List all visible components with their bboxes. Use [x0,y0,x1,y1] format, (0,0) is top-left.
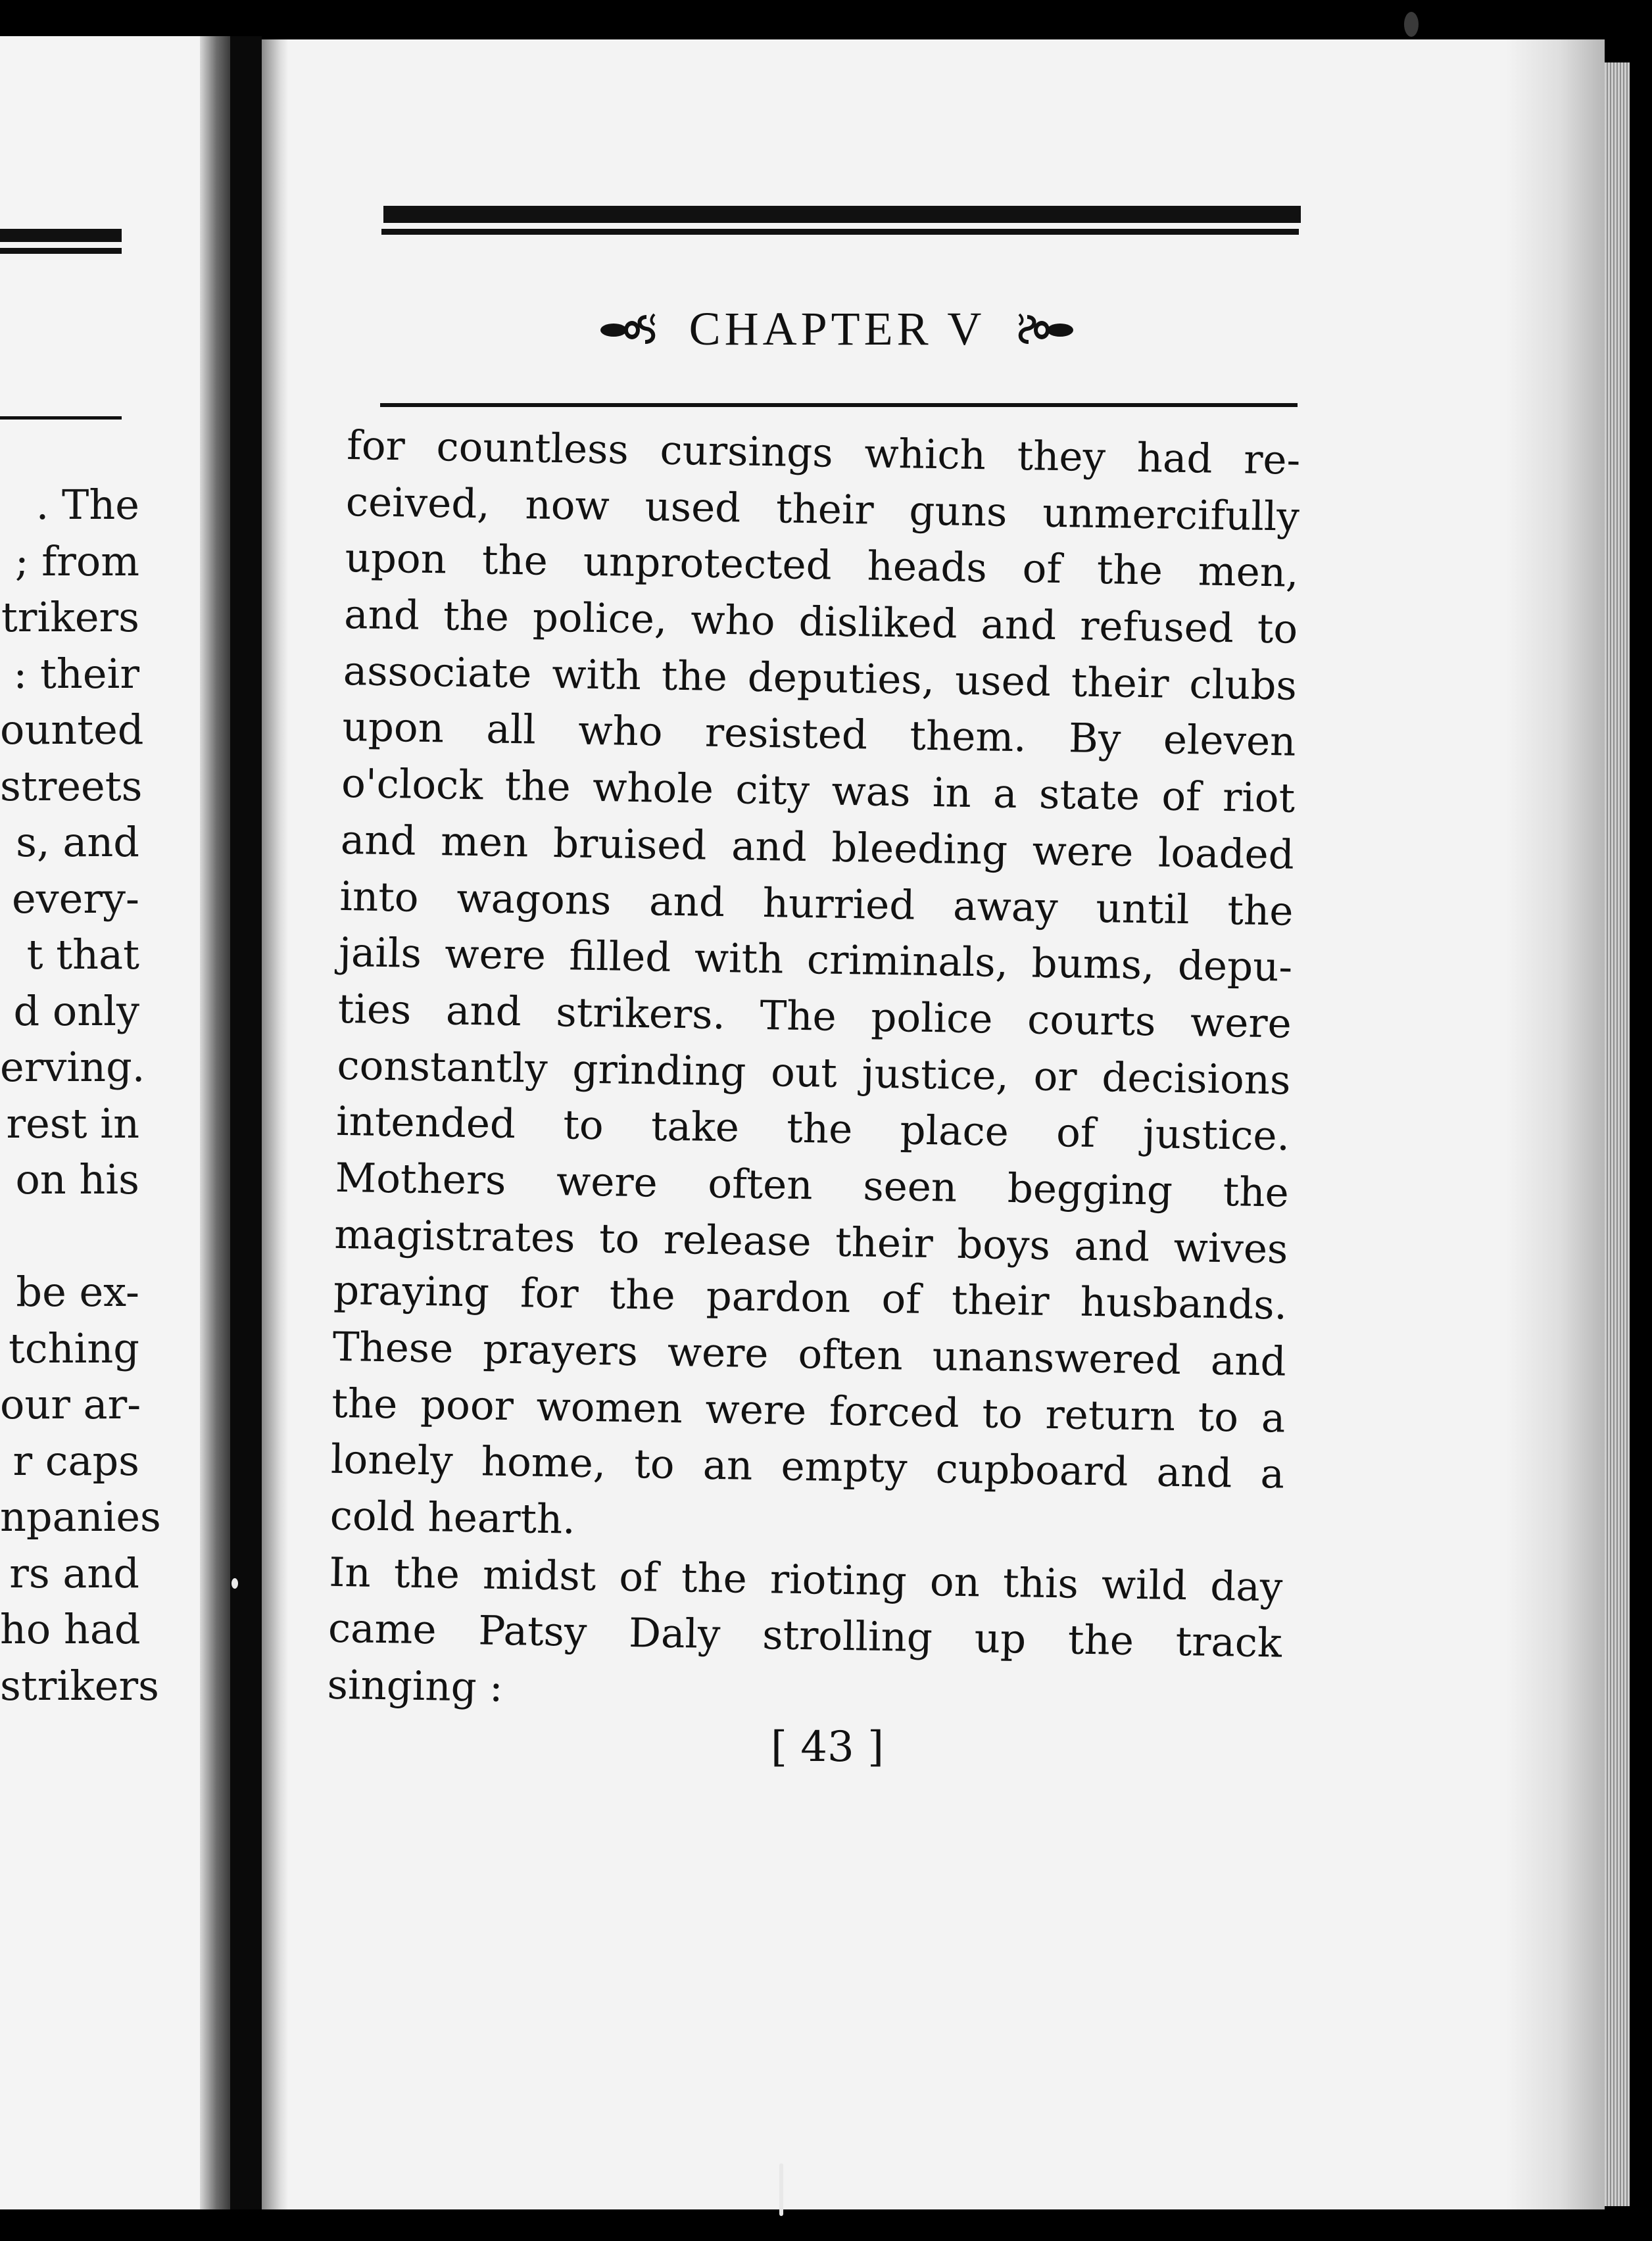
scan-speck [231,1578,238,1589]
book-spine [230,36,262,2209]
body-line: and men bruised and bleeding were loaded [340,816,1295,879]
page-edges [1605,62,1630,2206]
previous-page-line: be ex- [16,1268,139,1316]
body-line: In the midst of the rioting on this wild day [328,1549,1283,1611]
outer-edge-shade [1506,39,1605,2209]
body-line: the poor women were forced to return to a [331,1380,1286,1442]
previous-page-line: r caps [12,1436,139,1485]
left-header-rule-thick [0,229,122,242]
previous-page-line: our ar- [0,1380,141,1428]
previous-page-line: every- [11,874,139,923]
right-ornament-icon [1008,309,1077,349]
current-page [262,39,1605,2209]
previous-page-line: tching [8,1324,139,1372]
body-line: came Patsy Daly strolling up the track [328,1605,1282,1667]
previous-page-line: rs and [9,1549,139,1597]
previous-page-line: rest in [6,1099,139,1147]
chapter-title: CHAPTER V [689,302,986,355]
previous-page-line: d only [13,986,139,1035]
left-text-rule [0,416,122,420]
previous-page-line: streets [0,761,143,810]
body-line: Mothers were often seen begging the [335,1154,1290,1217]
scan-speck [1404,12,1419,37]
previous-page-line: t that [26,930,139,978]
body-line: praying for the pardon of their husbands. [333,1267,1288,1329]
scan-speck [779,2163,783,2216]
body-line: magistrates to release their boys and wives [333,1211,1288,1273]
body-line: for countless cursings which they had re- [346,422,1301,484]
body-line: into wagons and hurried away until the [339,873,1294,935]
left-header-rule-thin [0,248,122,254]
previous-page-line: ho had [0,1605,141,1653]
previous-page-line: trikers [1,593,139,641]
previous-page-line: npanies [0,1493,161,1541]
previous-page-line: ; from [14,537,139,585]
inner-gutter-shadow [262,39,288,2209]
previous-page-text [0,477,161,1714]
text-top-rule [380,403,1298,407]
body-text [327,418,1301,1728]
body-line: constantly grinding out justice, or decisions [336,1042,1291,1104]
body-line: These prayers were often unanswered and [332,1323,1287,1386]
body-line: upon the unprotected heads of the men, [345,535,1300,597]
body-line: o'clock the whole city was in a state of riot [341,760,1296,822]
previous-page-line: ounted [0,706,144,754]
body-line: ties and strikers. The police courts were [337,985,1292,1048]
body-line: associate with the deputies, used their clubs [343,647,1298,710]
left-ornament-icon [598,309,667,349]
body-line: and the police, who disliked and refused to [343,591,1298,653]
body-line: intended to take the place of justice. [335,1098,1290,1160]
body-line: cold hearth. [329,1492,576,1543]
page-number: [ 43 ] [770,1723,885,1771]
body-line: jails were filled with criminals, bums, depu- [338,929,1293,991]
body-line: ceived, now used their guns unmercifully [345,478,1300,541]
previous-page-line: erving. [0,1043,145,1091]
header-rule-thick [383,206,1301,223]
body-line: lonely home, to an empty cupboard and a [330,1436,1285,1498]
previous-page-line: s, and [16,818,139,866]
body-line: singing : [327,1661,504,1712]
previous-page-line: . The [36,481,139,529]
previous-page-line [0,1208,139,1265]
previous-page-line: strikers [0,1661,159,1710]
chapter-heading [558,293,1117,365]
body-line: upon all who resisted them. By eleven [342,704,1296,766]
header-rule-thin [381,229,1299,235]
previous-page-line: on his [15,1155,139,1203]
previous-page-fragment [0,36,230,2209]
previous-page-line: : their [13,649,139,698]
left-gutter-shadow [200,36,230,2209]
